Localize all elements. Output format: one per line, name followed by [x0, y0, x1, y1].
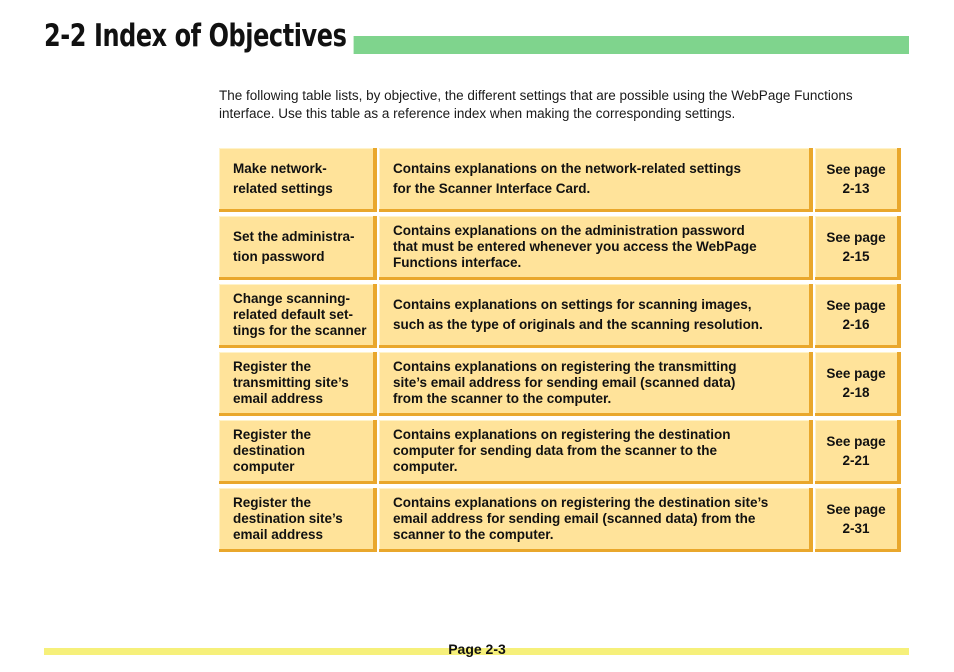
description-cell: Contains explanations on the administration password that must be entered whenever you access the WebPage Functions interface.	[379, 216, 813, 280]
objective-cell: Register the destination site’s email address	[219, 488, 377, 552]
description-cell: Contains explanations on registering the destination site’s email address for sending email (scanned data) from the scanner to the computer.	[379, 488, 813, 552]
see-page-label: See page	[826, 433, 886, 449]
page-reference-link[interactable]	[815, 216, 901, 280]
see-page-label: See page	[826, 161, 886, 177]
page-title: 2-2 Index of Objectives	[44, 14, 353, 58]
page-reference-link[interactable]	[815, 284, 901, 348]
table-row	[219, 216, 901, 280]
description-cell: Contains explanations on settings for scanning images, such as the type of originals and the scanning resolution.	[379, 284, 813, 348]
objective-cell: Register the transmitting site’s email address	[219, 352, 377, 416]
objective-cell: Make network- related settings	[219, 148, 377, 212]
page-reference-link[interactable]	[815, 488, 901, 552]
intro-paragraph: The following table lists, by objective, the different settings that are possible using the WebPage Functions interface. Use this table as a reference index when making the corresponding settings.	[219, 88, 853, 121]
objectives-table	[219, 148, 901, 556]
objective-cell: Set the administra- tion password	[219, 216, 377, 280]
description-cell: Contains explanations on registering the destination computer for sending data from the scanner to the computer.	[379, 420, 813, 484]
objective-cell: Change scanning- related default set- tings for the scanner	[219, 284, 377, 348]
table-row	[219, 148, 901, 212]
page-number: 2-15	[842, 248, 870, 264]
objective-cell: Register the destination computer	[219, 420, 377, 484]
page-number: 2-16	[842, 316, 870, 332]
table-row	[219, 352, 901, 416]
page-footer	[0, 641, 954, 657]
see-page-label: See page	[826, 297, 886, 313]
see-page-label: See page	[826, 501, 886, 517]
table-row	[219, 284, 901, 348]
page-reference-link[interactable]	[815, 420, 901, 484]
page-number: 2-21	[842, 452, 870, 468]
page-number: 2-13	[842, 180, 870, 196]
description-cell: Contains explanations on the network-related settings for the Scanner Interface Card.	[379, 148, 813, 212]
see-page-label: See page	[826, 365, 886, 381]
page-number: 2-18	[842, 384, 870, 400]
page-reference-link[interactable]	[815, 148, 901, 212]
page-reference-link[interactable]	[815, 352, 901, 416]
page-number: 2-31	[842, 520, 870, 536]
see-page-label: See page	[826, 229, 886, 245]
description-cell: Contains explanations on registering the transmitting site’s email address for sending email (scanned data) from the scanner to the computer.	[379, 352, 813, 416]
table-row	[219, 488, 901, 552]
page-number-label: Page 2-3	[448, 641, 506, 657]
table-row	[219, 420, 901, 484]
